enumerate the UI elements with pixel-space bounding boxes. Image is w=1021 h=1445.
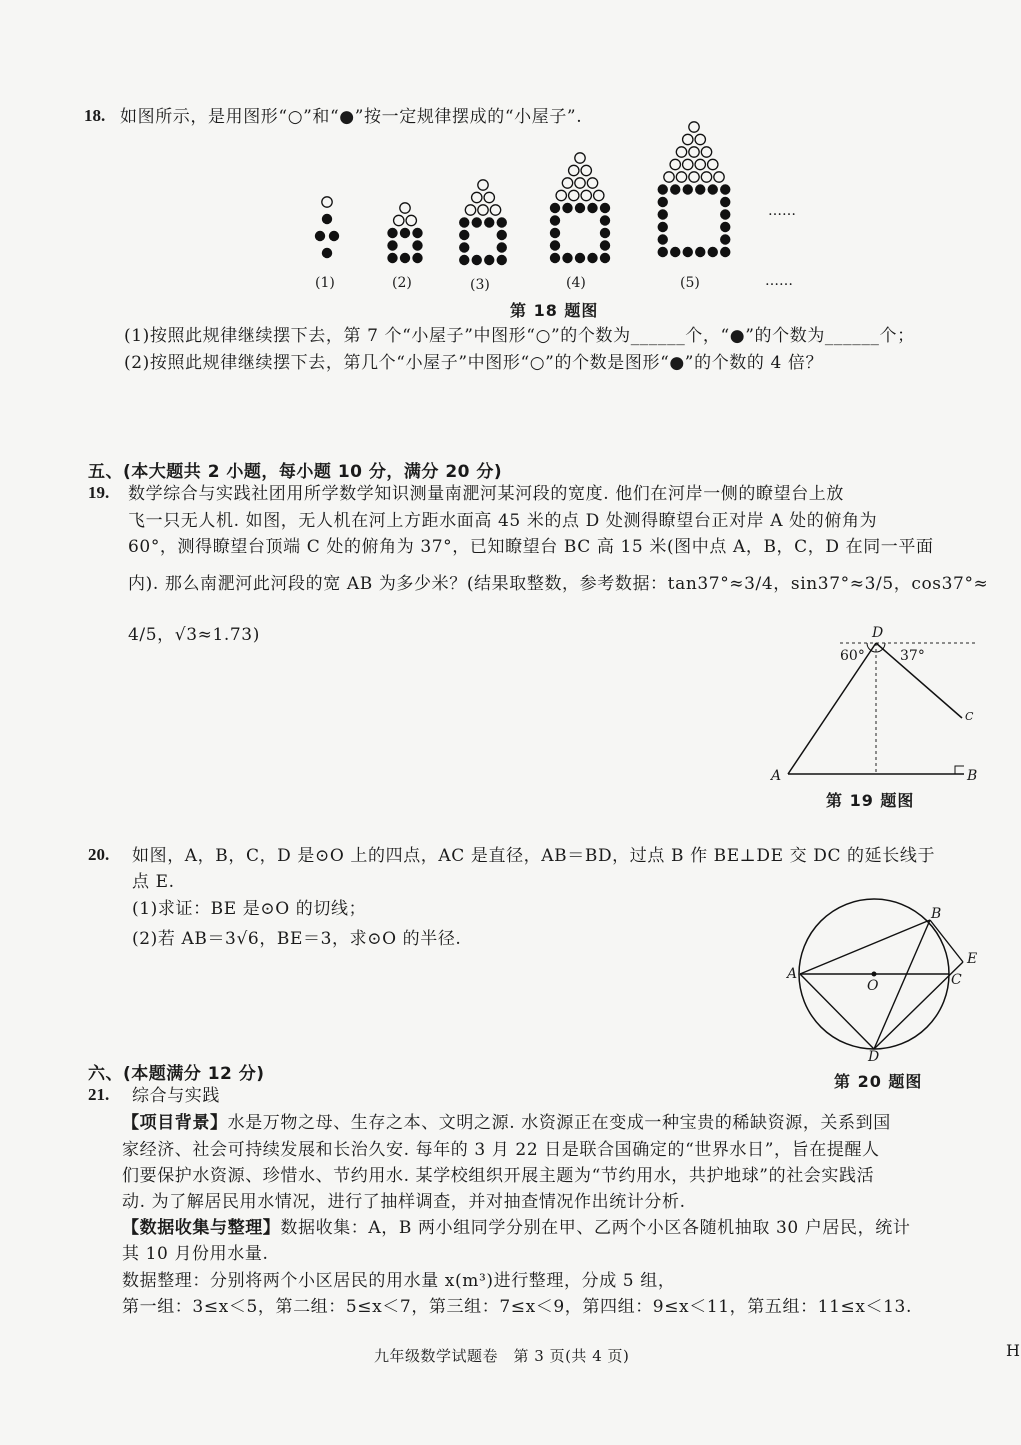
question-number: 18.	[84, 106, 106, 125]
fig-label-2: (2)	[392, 275, 412, 291]
fig-label-5: (5)	[680, 275, 700, 291]
question-part-2: (2)按照此规律继续摆下去，第几个“小屋子”中图形“○”的个数是图形“●”的个数的 4 倍？	[124, 353, 824, 373]
fig-label-3: (3)	[470, 277, 490, 293]
q20-line-1: 如图，A，B，C，D 是⊙O 上的四点，AC 是直径，AB＝BD，过点 B 作 BE⊥DE 交 DC 的延长线于	[132, 846, 936, 866]
ellipsis-top: ……	[768, 203, 796, 219]
q19-line-2: 飞一只无人机. 如图，无人机在河上方距水面高 45 米的点 D 处测得瞭望台正对岸 A 处的俯角为	[128, 511, 878, 531]
q20-part-1: (1)求证：BE 是⊙O 的切线；	[132, 899, 367, 919]
point-B: B	[967, 768, 978, 784]
figure-caption: 第 18 题图	[510, 301, 599, 320]
q21-background-line-2: 家经济、社会可持续发展和长治久安. 每年的 3 月 22 日是联合国确定的“世界水日”，旨在提醒人	[122, 1140, 880, 1160]
point-B: B	[931, 906, 942, 922]
fig-label-1: (1)	[315, 275, 335, 291]
angle-37: 37°	[900, 648, 925, 664]
angle-60: 60°	[840, 648, 865, 664]
q21-data-line-1	[122, 1217, 910, 1239]
point-O: O	[867, 978, 879, 994]
q19-line-1: 数学综合与实践社团用所学数学知识测量南淝河某河段的宽度. 他们在河岸一侧的瞭望台上放	[128, 484, 845, 504]
q21-data-line-4: 第一组：3≤x＜5，第二组：5≤x＜7，第三组：7≤x＜9，第四组：9≤x＜11，第五组：11≤x＜13.	[122, 1297, 912, 1317]
ellipsis-bottom: ……	[765, 273, 793, 289]
question-number: 21.	[88, 1085, 110, 1104]
q21-title: 综合与实践	[132, 1086, 220, 1106]
data-text: 数据收集：A，B 两小组同学分别在甲、乙两个小区各随机抽取 30 户居民，统计	[280, 1218, 911, 1238]
point-D: D	[872, 625, 884, 641]
q19-line-3: 60°，测得瞭望台顶端 C 处的俯角为 37°，已知瞭望台 BC 高 15 米(图中点 A，B，C，D 在同一平面	[128, 537, 934, 557]
section-heading: 五、(本大题共 2 小题，每小题 10 分，满分 20 分)	[88, 462, 503, 482]
figure-caption: 第 20 题图	[834, 1072, 923, 1091]
q21-background-line-1	[122, 1112, 891, 1134]
q20-line-2: 点 E.	[132, 872, 175, 892]
point-A: A	[787, 966, 798, 982]
page-footer: 九年级数学试题卷 第 3 页(共 4 页)	[374, 1347, 630, 1365]
q19-line-4: 内). 那么南淝河此河段的宽 AB 为多少米？(结果取整数，参考数据：tan37°≈3/4，sin37°≈3/5，cos37°≈	[128, 574, 989, 594]
q21-data-line-3: 数据整理：分别将两个小区居民的用水量 x(m³)进行整理，分成 5 组，	[122, 1271, 676, 1291]
point-C: C	[951, 972, 962, 988]
tag-background: 【项目背景】	[122, 1113, 228, 1133]
point-C: C	[965, 710, 974, 723]
section-heading: 六、(本题满分 12 分)	[88, 1064, 265, 1084]
question-stem: 如图所示，是用图形“○”和“●”按一定规律摆成的“小屋子”.	[120, 107, 583, 127]
q21-data-line-2: 其 10 月份用水量.	[122, 1244, 269, 1264]
corner-mark: H	[1006, 1341, 1020, 1360]
q21-background-line-4: 动. 为了解居民用水情况，进行了抽样调查，并对抽查情况作出统计分析.	[122, 1192, 686, 1212]
q20-part-2: (2)若 AB＝3√6，BE＝3，求⊙O 的半径.	[132, 929, 462, 949]
fig-label-4: (4)	[566, 275, 586, 291]
tag-data: 【数据收集与整理】	[122, 1218, 281, 1238]
bg-text: 水是万物之母、生存之本、文明之源. 水资源正在变成一种宝贵的稀缺资源，关系到国	[227, 1113, 891, 1133]
q21-background-line-3: 们要保护水资源、珍惜水、节约用水. 某学校组织开展主题为“节约用水，共护地球”的社会实践活	[122, 1166, 875, 1186]
point-E: E	[967, 951, 978, 967]
question-number: 20.	[88, 845, 110, 864]
question-number: 19.	[88, 483, 110, 502]
q19-line-5: 4/5，√3≈1.73)	[128, 625, 260, 645]
point-D: D	[868, 1049, 880, 1065]
figure-caption: 第 19 题图	[826, 791, 915, 810]
question-part-1: (1)按照此规律继续摆下去，第 7 个“小屋子”中图形“○”的个数为______个，“●”的个数为______个；	[124, 326, 915, 346]
point-A: A	[771, 768, 782, 784]
